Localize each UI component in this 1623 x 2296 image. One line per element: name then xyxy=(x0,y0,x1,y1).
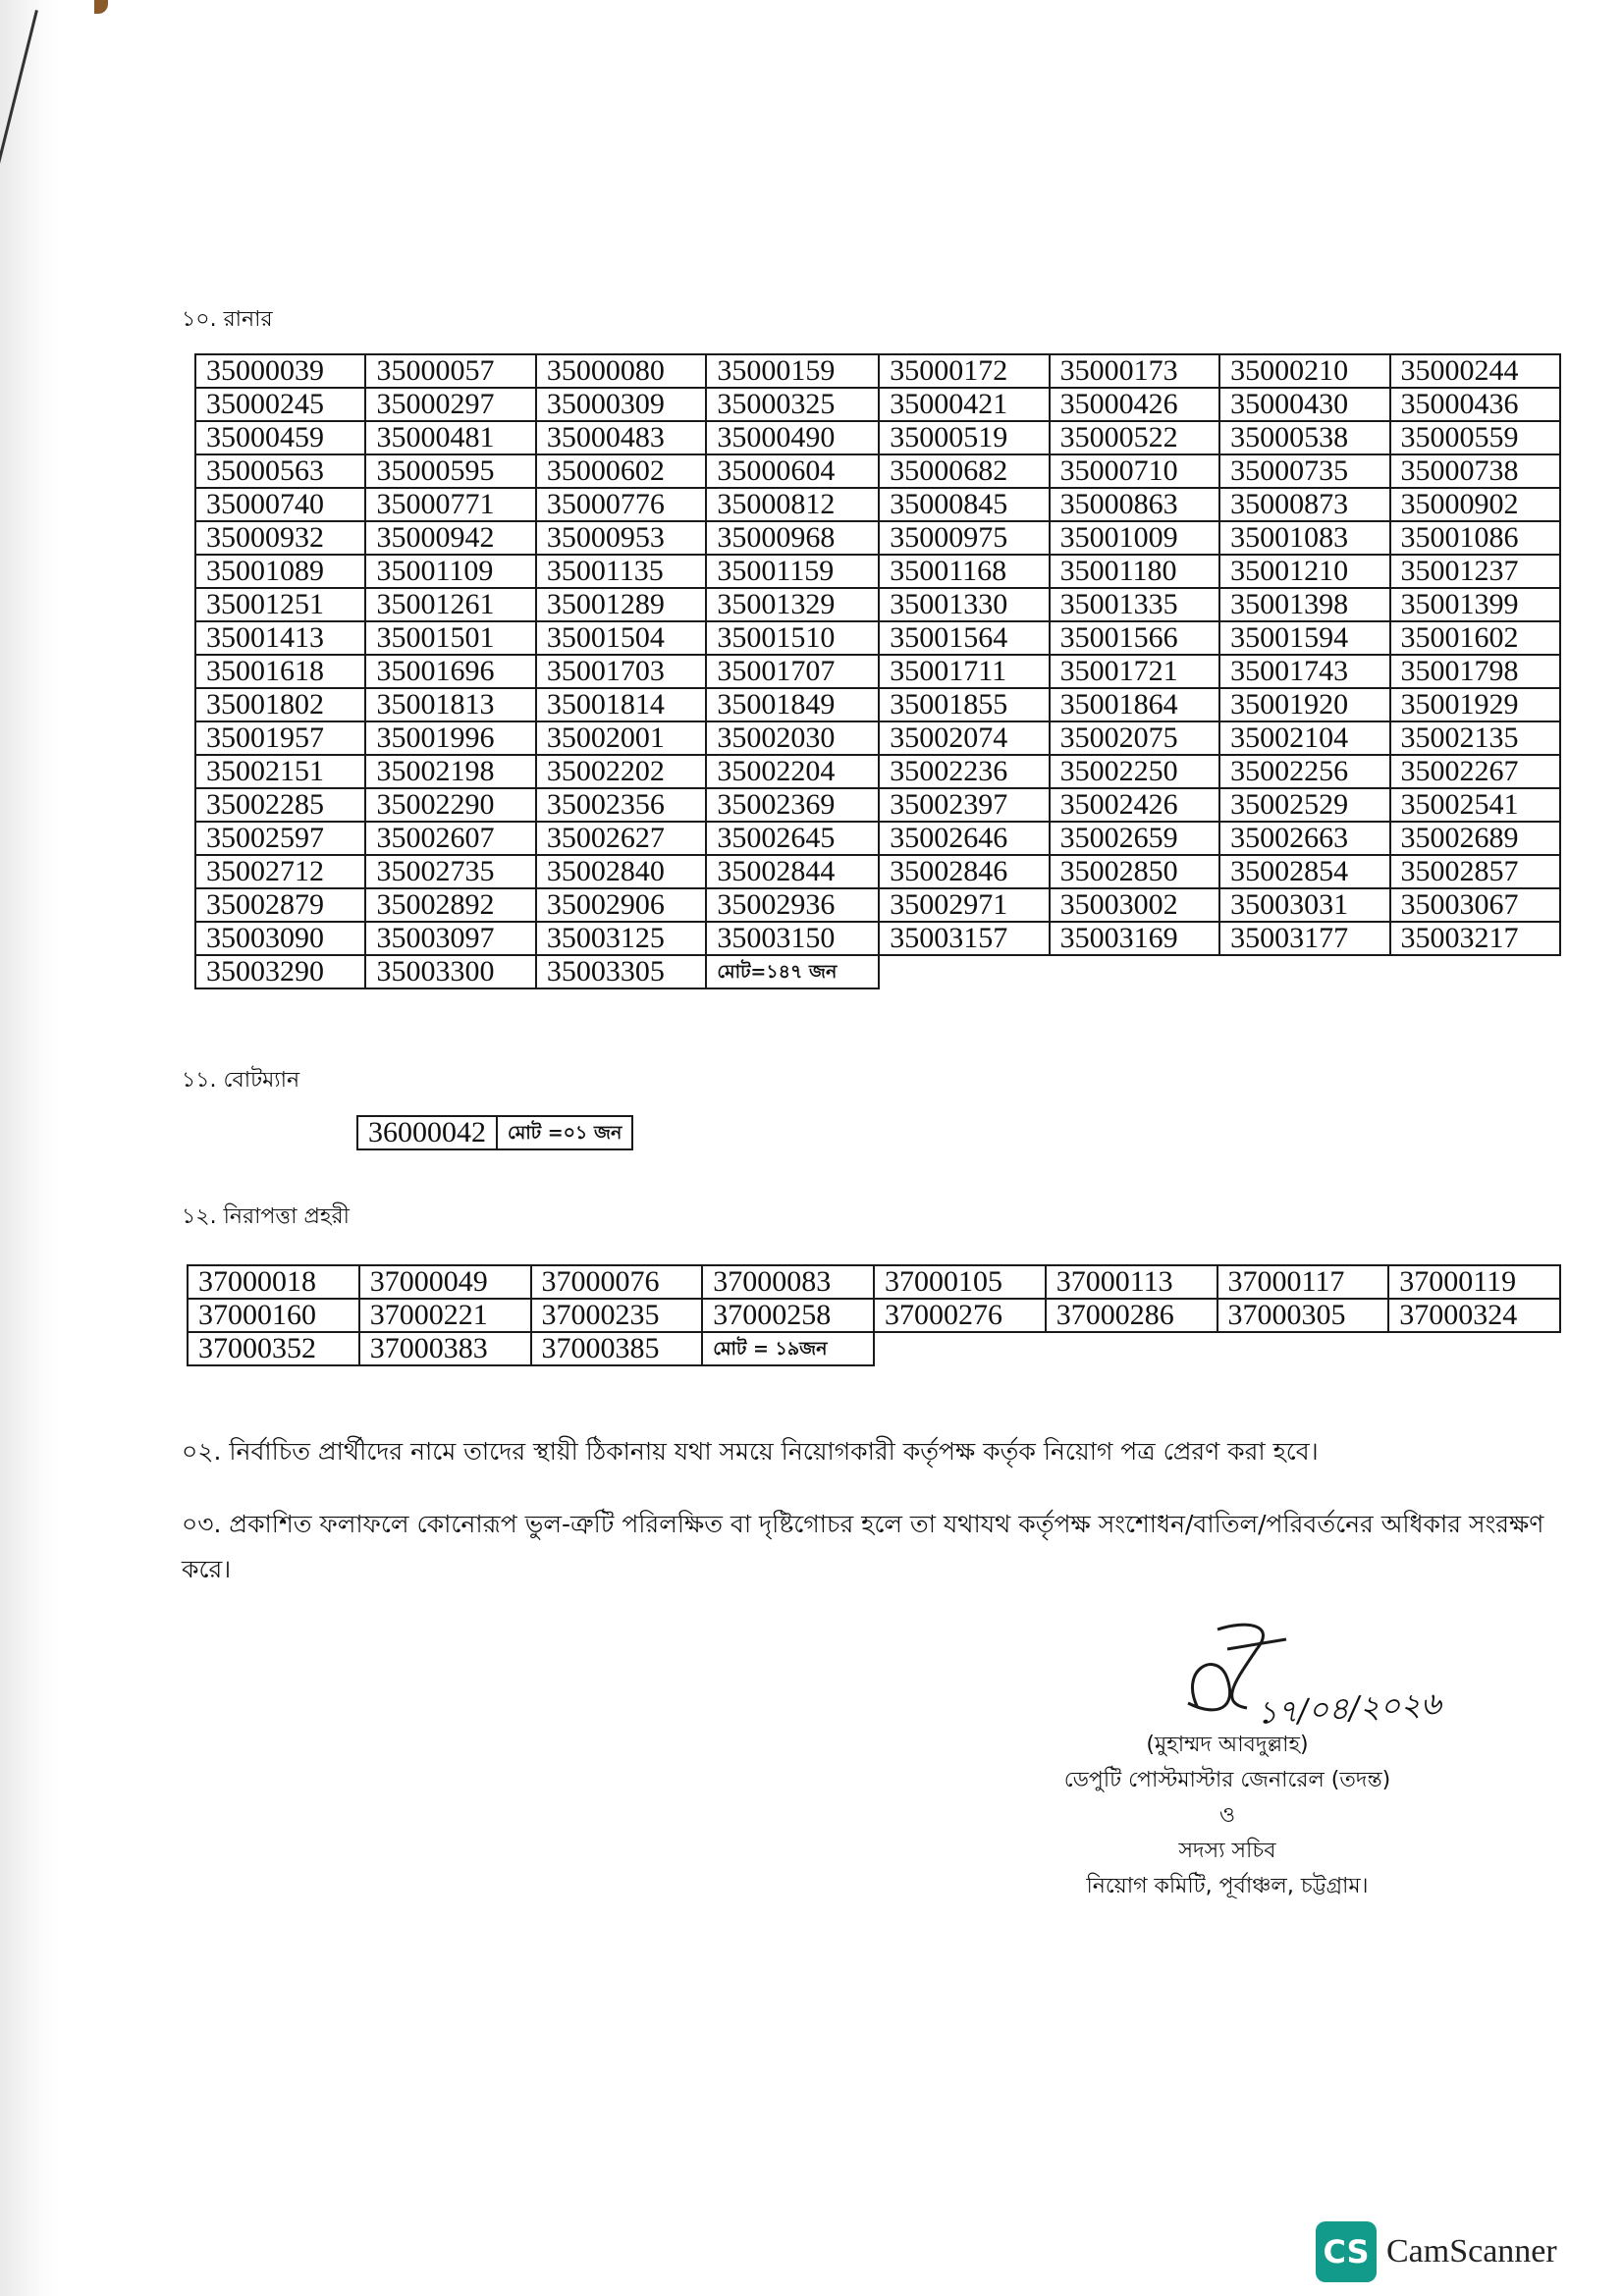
roll-number-cell: 35000559 xyxy=(1390,421,1560,454)
roll-number-cell: 35000902 xyxy=(1390,488,1560,521)
roll-number-cell: 35000682 xyxy=(879,454,1049,488)
roll-number-cell: 37000113 xyxy=(1046,1265,1217,1299)
camscanner-badge: CS xyxy=(1316,2221,1377,2282)
roll-number-cell: 35000430 xyxy=(1219,388,1389,421)
roll-number-cell: 37000286 xyxy=(1046,1299,1217,1332)
roll-number-cell: 35002202 xyxy=(536,755,706,788)
total-count-cell: মোট=১৪৭ জন xyxy=(706,955,879,988)
roll-number-cell: 37000221 xyxy=(359,1299,531,1332)
roll-number-cell: 35003002 xyxy=(1050,888,1219,922)
roll-number-cell: 35001330 xyxy=(879,588,1049,621)
roll-number-cell: 35003217 xyxy=(1390,922,1560,955)
roll-number-cell: 35002135 xyxy=(1390,721,1560,755)
roll-number-cell: 35000421 xyxy=(879,388,1049,421)
roll-number-cell: 35003300 xyxy=(365,955,535,988)
roll-number-cell: 35000426 xyxy=(1050,388,1219,421)
table-row xyxy=(195,888,1560,922)
roll-number-cell: 35000738 xyxy=(1390,454,1560,488)
roll-table-security-guard xyxy=(187,1264,1561,1366)
roll-number-cell: 35002285 xyxy=(195,788,365,822)
roll-number-cell: 35001814 xyxy=(536,688,706,721)
roll-table-boatman xyxy=(356,1115,633,1150)
roll-number-cell: 35001594 xyxy=(1219,621,1389,655)
roll-number-cell: 35000244 xyxy=(1390,354,1560,388)
roll-number-cell: 35000080 xyxy=(536,354,706,388)
table-row xyxy=(195,454,1560,488)
roll-number-cell: 35000483 xyxy=(536,421,706,454)
table-row xyxy=(195,354,1560,388)
roll-number-cell: 35002541 xyxy=(1390,788,1560,822)
roll-number-cell: 35001813 xyxy=(365,688,535,721)
roll-number-cell: 35002204 xyxy=(706,755,879,788)
roll-number-cell: 35001707 xyxy=(706,655,879,688)
roll-number-cell: 37000235 xyxy=(531,1299,703,1332)
roll-number-cell: 35002104 xyxy=(1219,721,1389,755)
roll-number-cell: 35001210 xyxy=(1219,555,1389,588)
roll-number-cell: 35000932 xyxy=(195,521,365,555)
roll-number-cell: 35000490 xyxy=(706,421,879,454)
roll-number-cell: 35001929 xyxy=(1390,688,1560,721)
roll-number-cell: 35003157 xyxy=(879,922,1049,955)
roll-number-cell: 35000604 xyxy=(706,454,879,488)
roll-number-cell: 37000305 xyxy=(1217,1299,1389,1332)
table-row xyxy=(188,1299,1560,1332)
total-count-cell: মোট = ১৯জন xyxy=(702,1332,874,1365)
signature-block xyxy=(1021,1728,1434,1904)
roll-number-cell: 35000538 xyxy=(1219,421,1389,454)
roll-number-cell: 35003067 xyxy=(1390,888,1560,922)
signatory-role: সদস্য সচিব xyxy=(1178,1839,1276,1863)
signatory-conjunction: ও xyxy=(1218,1803,1236,1828)
roll-number-cell: 37000385 xyxy=(531,1332,703,1365)
roll-number-cell: 35000873 xyxy=(1219,488,1389,521)
roll-number-cell: 35002840 xyxy=(536,855,706,888)
roll-number-cell: 35000173 xyxy=(1050,354,1219,388)
roll-number-cell: 35001180 xyxy=(1050,555,1219,588)
roll-number-cell: 35001009 xyxy=(1050,521,1219,555)
roll-number-cell: 35001957 xyxy=(195,721,365,755)
roll-number-cell: 35003097 xyxy=(365,922,535,955)
section-heading-runner: ১০. রানার xyxy=(182,307,273,332)
roll-number-cell: 35001083 xyxy=(1219,521,1389,555)
roll-number-cell: 37000324 xyxy=(1388,1299,1560,1332)
roll-number-cell: 35000595 xyxy=(365,454,535,488)
signatory-name: (মুহাম্মদ আবদুল্লাহ) xyxy=(1146,1733,1309,1757)
roll-number-cell: 35003031 xyxy=(1219,888,1389,922)
roll-number-cell: 35000735 xyxy=(1219,454,1389,488)
roll-number-cell: 35001696 xyxy=(365,655,535,688)
roll-number-cell: 37000119 xyxy=(1388,1265,1560,1299)
roll-number-cell: 35002659 xyxy=(1050,822,1219,855)
roll-number-cell: 35002646 xyxy=(879,822,1049,855)
roll-number-cell: 35000309 xyxy=(536,388,706,421)
roll-number-cell: 35000710 xyxy=(1050,454,1219,488)
roll-number-cell: 35000776 xyxy=(536,488,706,521)
roll-number-cell: 35002936 xyxy=(706,888,879,922)
roll-number-cell: 35002607 xyxy=(365,822,535,855)
roll-number-cell: 35002426 xyxy=(1050,788,1219,822)
roll-number-cell: 35002250 xyxy=(1050,755,1219,788)
roll-number-cell: 35002971 xyxy=(879,888,1049,922)
table-row xyxy=(195,521,1560,555)
table-row xyxy=(195,621,1560,655)
roll-number-cell: 35001864 xyxy=(1050,688,1219,721)
note-03: ০৩. প্রকাশিত ফলাফলে কোনোরূপ ভুল-ত্রুটি পরিলক্ষিত বা দৃষ্টিগোচর হলে তা যথাযথ কর্তৃপক্ষ সংশোধন/বাতিল/পরিবর্তনের অধিকার সংরক্ষণ করে। xyxy=(182,1510,1544,1583)
roll-number-cell: 35002906 xyxy=(536,888,706,922)
roll-number-cell: 35000942 xyxy=(365,521,535,555)
roll-number-cell: 35002857 xyxy=(1390,855,1560,888)
roll-number-cell: 35000522 xyxy=(1050,421,1219,454)
roll-number-cell: 35001703 xyxy=(536,655,706,688)
roll-number-cell: 35000602 xyxy=(536,454,706,488)
note-02: ০২. নির্বাচিত প্রার্থীদের নামে তাদের স্থায়ী ঠিকানায় যথা সময়ে নিয়োগকারী কর্তৃপক্ষ কর্তৃক নিয়োগ পত্র প্রেরণ করা হবে। xyxy=(182,1437,1319,1466)
table-row xyxy=(195,788,1560,822)
roll-number-cell: 35002397 xyxy=(879,788,1049,822)
roll-number-cell: 35001566 xyxy=(1050,621,1219,655)
roll-number-cell: 35000481 xyxy=(365,421,535,454)
roll-number-cell: 35003290 xyxy=(195,955,365,988)
roll-number-cell: 35001089 xyxy=(195,555,365,588)
roll-number-cell: 35003150 xyxy=(706,922,879,955)
section-heading-boatman: ১১. বোটম্যান xyxy=(182,1068,300,1093)
roll-number-cell: 35002663 xyxy=(1219,822,1389,855)
table-row xyxy=(195,488,1560,521)
roll-number-cell: 35002151 xyxy=(195,755,365,788)
table-row xyxy=(195,421,1560,454)
roll-number-cell: 35002844 xyxy=(706,855,879,888)
roll-number-cell: 35001721 xyxy=(1050,655,1219,688)
roll-number-cell: 35002075 xyxy=(1050,721,1219,755)
table-row xyxy=(195,755,1560,788)
total-count-cell: মোট =০১ জন xyxy=(497,1116,632,1149)
roll-number-cell: 35001920 xyxy=(1219,688,1389,721)
camscanner-text: CamScanner xyxy=(1386,2233,1557,2269)
roll-number-cell: 35001510 xyxy=(706,621,879,655)
camscanner-watermark xyxy=(1316,2220,1557,2283)
roll-number-cell: 35000057 xyxy=(365,354,535,388)
roll-number-cell: 35001329 xyxy=(706,588,879,621)
roll-number-cell: 35001251 xyxy=(195,588,365,621)
roll-number-cell: 35000459 xyxy=(195,421,365,454)
roll-number-cell: 35002892 xyxy=(365,888,535,922)
roll-number-cell: 35001996 xyxy=(365,721,535,755)
roll-number-cell: 35001413 xyxy=(195,621,365,655)
section-heading-security-guard: ১২. নিরাপত্তা প্রহরী xyxy=(182,1204,350,1229)
roll-number-cell: 35001504 xyxy=(536,621,706,655)
roll-number-cell: 35000297 xyxy=(365,388,535,421)
roll-number-cell: 35001159 xyxy=(706,555,879,588)
table-row xyxy=(195,388,1560,421)
roll-number-cell: 35003169 xyxy=(1050,922,1219,955)
roll-number-cell: 35002854 xyxy=(1219,855,1389,888)
roll-number-cell: 35000039 xyxy=(195,354,365,388)
roll-number-cell: 35001849 xyxy=(706,688,879,721)
roll-number-cell: 35001743 xyxy=(1219,655,1389,688)
roll-number-cell: 37000076 xyxy=(531,1265,703,1299)
roll-number-cell: 37000352 xyxy=(188,1332,359,1365)
roll-number-cell: 35000172 xyxy=(879,354,1049,388)
roll-number-cell: 35001711 xyxy=(879,655,1049,688)
roll-number-cell: 35001335 xyxy=(1050,588,1219,621)
roll-number-cell: 35001168 xyxy=(879,555,1049,588)
roll-number-cell: 35002074 xyxy=(879,721,1049,755)
roll-number-cell: 35002689 xyxy=(1390,822,1560,855)
table-row xyxy=(188,1332,1560,1365)
roll-number-cell: 36000042 xyxy=(357,1116,497,1149)
table-row xyxy=(195,955,1560,988)
roll-number-cell: 35001802 xyxy=(195,688,365,721)
table-row xyxy=(195,555,1560,588)
roll-number-cell: 35000563 xyxy=(195,454,365,488)
roll-number-cell: 35003177 xyxy=(1219,922,1389,955)
roll-number-cell: 35000812 xyxy=(706,488,879,521)
roll-number-cell: 37000018 xyxy=(188,1265,359,1299)
roll-number-cell: 35003305 xyxy=(536,955,706,988)
roll-number-cell: 35001602 xyxy=(1390,621,1560,655)
table-row xyxy=(195,688,1560,721)
signature-date: ১৭/০৪/২০২৬ xyxy=(1256,1684,1442,1732)
roll-number-cell: 35001261 xyxy=(365,588,535,621)
roll-number-cell: 35001501 xyxy=(365,621,535,655)
roll-number-cell: 35002369 xyxy=(706,788,879,822)
roll-number-cell: 35001109 xyxy=(365,555,535,588)
signatory-designation: ডেপুটি পোস্টমাস্টার জেনারেল (তদন্ত) xyxy=(1063,1768,1391,1792)
roll-number-cell: 35000953 xyxy=(536,521,706,555)
roll-number-cell: 35000210 xyxy=(1219,354,1389,388)
roll-number-cell: 37000383 xyxy=(359,1332,531,1365)
roll-number-cell: 35000325 xyxy=(706,388,879,421)
roll-number-cell: 35003125 xyxy=(536,922,706,955)
roll-number-cell: 35001135 xyxy=(536,555,706,588)
table-row xyxy=(195,655,1560,688)
roll-number-cell: 35002735 xyxy=(365,855,535,888)
roll-number-cell: 35001289 xyxy=(536,588,706,621)
table-row xyxy=(195,822,1560,855)
roll-number-cell: 37000083 xyxy=(702,1265,874,1299)
roll-number-cell: 35001618 xyxy=(195,655,365,688)
roll-number-cell: 35000845 xyxy=(879,488,1049,521)
table-row xyxy=(188,1265,1560,1299)
roll-number-cell: 37000276 xyxy=(874,1299,1046,1332)
roll-number-cell: 35002001 xyxy=(536,721,706,755)
roll-number-cell: 35002627 xyxy=(536,822,706,855)
roll-number-cell: 35000863 xyxy=(1050,488,1219,521)
roll-number-cell: 35001398 xyxy=(1219,588,1389,621)
roll-number-cell: 37000049 xyxy=(359,1265,531,1299)
roll-number-cell: 35000245 xyxy=(195,388,365,421)
roll-number-cell: 35000436 xyxy=(1390,388,1560,421)
roll-number-cell: 35002529 xyxy=(1219,788,1389,822)
roll-number-cell: 37000117 xyxy=(1217,1265,1389,1299)
table-row xyxy=(195,855,1560,888)
table-row xyxy=(195,588,1560,621)
roll-table-runner xyxy=(194,353,1561,989)
roll-number-cell: 35001798 xyxy=(1390,655,1560,688)
roll-number-cell: 35001564 xyxy=(879,621,1049,655)
roll-number-cell: 35000771 xyxy=(365,488,535,521)
roll-number-cell: 35001237 xyxy=(1390,555,1560,588)
roll-number-cell: 35002030 xyxy=(706,721,879,755)
roll-number-cell: 35002356 xyxy=(536,788,706,822)
roll-number-cell: 35003090 xyxy=(195,922,365,955)
roll-number-cell: 35000519 xyxy=(879,421,1049,454)
roll-number-cell: 37000105 xyxy=(874,1265,1046,1299)
roll-number-cell: 35002236 xyxy=(879,755,1049,788)
roll-number-cell: 37000160 xyxy=(188,1299,359,1332)
roll-number-cell: 35000159 xyxy=(706,354,879,388)
roll-number-cell: 35000968 xyxy=(706,521,879,555)
roll-number-cell: 35002850 xyxy=(1050,855,1219,888)
roll-number-cell: 35001086 xyxy=(1390,521,1560,555)
roll-number-cell: 35002256 xyxy=(1219,755,1389,788)
roll-number-cell: 35002290 xyxy=(365,788,535,822)
table-row xyxy=(195,922,1560,955)
roll-number-cell: 35000740 xyxy=(195,488,365,521)
roll-number-cell: 35002879 xyxy=(195,888,365,922)
roll-number-cell: 35002597 xyxy=(195,822,365,855)
roll-number-cell: 35001399 xyxy=(1390,588,1560,621)
table-row xyxy=(357,1116,632,1149)
roll-number-cell: 35002846 xyxy=(879,855,1049,888)
roll-number-cell: 35002198 xyxy=(365,755,535,788)
table-row xyxy=(195,721,1560,755)
roll-number-cell: 37000258 xyxy=(702,1299,874,1332)
roll-number-cell: 35002267 xyxy=(1390,755,1560,788)
roll-number-cell: 35001855 xyxy=(879,688,1049,721)
signatory-committee: নিয়োগ কমিটি, পূর্বাঞ্চল, চট্টগ্রাম। xyxy=(1086,1874,1369,1898)
roll-number-cell: 35000975 xyxy=(879,521,1049,555)
roll-number-cell: 35002645 xyxy=(706,822,879,855)
roll-number-cell: 35002712 xyxy=(195,855,365,888)
